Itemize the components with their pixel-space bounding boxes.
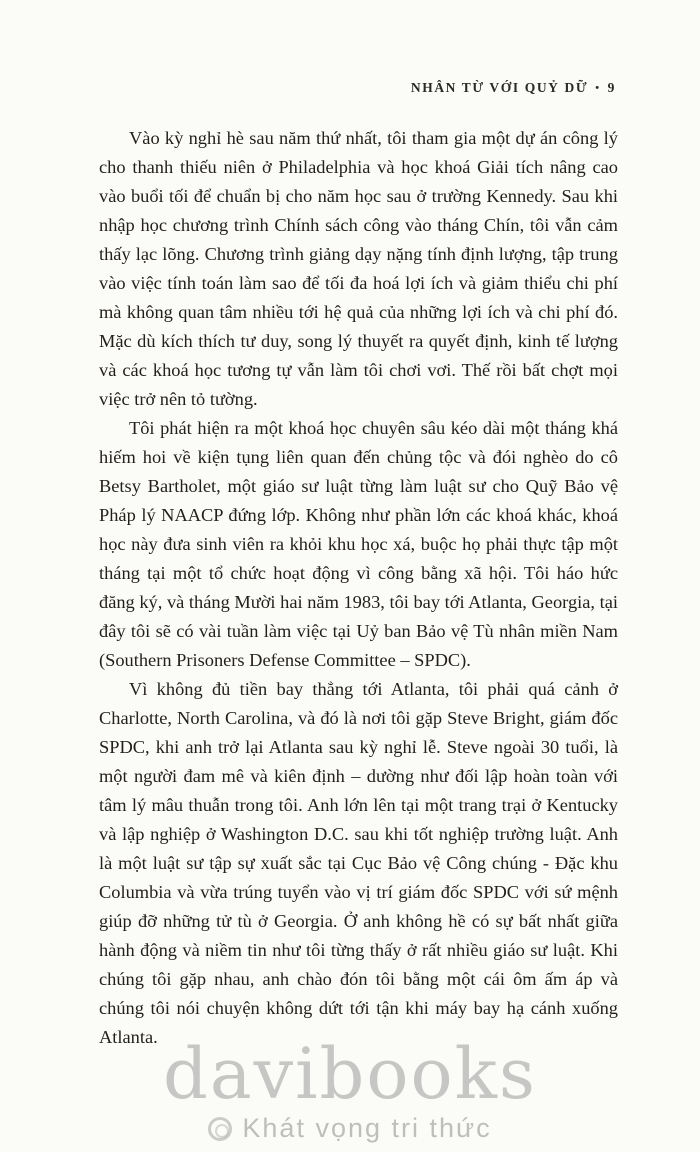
- watermark-brand-text: davibooks: [163, 1033, 537, 1115]
- running-title: NHÂN TỪ VỚI QUỶ DỮ: [410, 80, 589, 95]
- paragraph-3: Vì không đủ tiền bay thẳng tới Atlanta, tôi phải quá cảnh ở Charlotte, North Carolina, và đó là nơi tôi gặp Steve Bright, giám đốc SPDC, khi anh trở lại Atlanta sau kỳ nghỉ lễ. Steve ngoài 30 tuổi, là một người đam mê và kiên định – dường như đối lập hoàn toàn với tâm lý mâu thuẫn trong tôi. Anh lớn lên tại một trang trại ở Kentucky và lập nghiệp ở Washington D.C. sau khi tốt nghiệp trường luật. Anh là một luật sư tập sự xuất sắc tại Cục Bảo vệ Công chúng - Đặc khu Columbia và vừa trúng tuyển vào vị trí giám đốc SPDC với sứ mệnh giúp đỡ những tử tù ở Georgia. Ở anh không hề có sự bất nhất giữa hành động và niềm tin như tôi từng thấy ở rất nhiều giáo sư luật. Khi chúng tôi gặp nhau, anh chào đón tôi bằng một cái ôm ấm áp và chúng tôi nói chuyện không dứt tới tận khi máy bay hạ cánh xuống Atlanta.: [99, 679, 618, 1047]
- paragraph-1: Vào kỳ nghỉ hè sau năm thứ nhất, tôi tham gia một dự án công lý cho thanh thiếu niên ở Philadelphia và học khoá Giải tích nâng cao vào buổi tối để chuẩn bị cho năm học sau ở trường Kennedy. Sau khi nhập học chương trình Chính sách công vào tháng Chín, tôi vẫn cảm thấy lạc lõng. Chương trình giảng dạy nặng tính định lượng, tập trung vào việc tính toán làm sao để tối đa hoá lợi ích và giảm thiểu chi phí mà không quan tâm nhiều tới hệ quả của những lợi ích và chi phí đó. Mặc dù kích thích tư duy, song lý thuyết ra quyết định, kinh tế lượng và các khoá học tương tự vẫn làm tôi chơi vơi. Thế rồi bất chợt mọi việc trở nên tỏ tường.: [99, 128, 618, 409]
- paragraph-2: Tôi phát hiện ra một khoá học chuyên sâu kéo dài một tháng khá hiếm hoi về kiện tụng liên quan đến chủng tộc và đói nghèo do cô Betsy Bartholet, một giáo sư luật từng làm luật sư cho Quỹ Bảo vệ Pháp lý NAACP đứng lớp. Không như phần lớn các khoá khác, khoá học này đưa sinh viên ra khỏi khu học xá, buộc họ phải thực tập một tháng tại một tổ chức hoạt động vì công bằng xã hội. Tôi háo hức đăng ký, và tháng Mười hai năm 1983, tôi bay tới Atlanta, Georgia, tại đây tôi sẽ có vài tuần làm việc tại Uỷ ban Bảo vệ Tù nhân miền Nam (Southern Prisoners Defense Committee – SPDC).: [99, 418, 618, 670]
- header-separator: •: [595, 82, 601, 94]
- watermark-slogan-row: [0, 1113, 700, 1152]
- watermark-slogan-text: Khát vọng tri thức: [242, 1113, 492, 1143]
- page-header: [411, 80, 616, 96]
- page-number: 9: [607, 80, 616, 95]
- publisher-watermark: [0, 1033, 700, 1152]
- publisher-logo-icon: [208, 1117, 232, 1141]
- body-text: [99, 124, 618, 1052]
